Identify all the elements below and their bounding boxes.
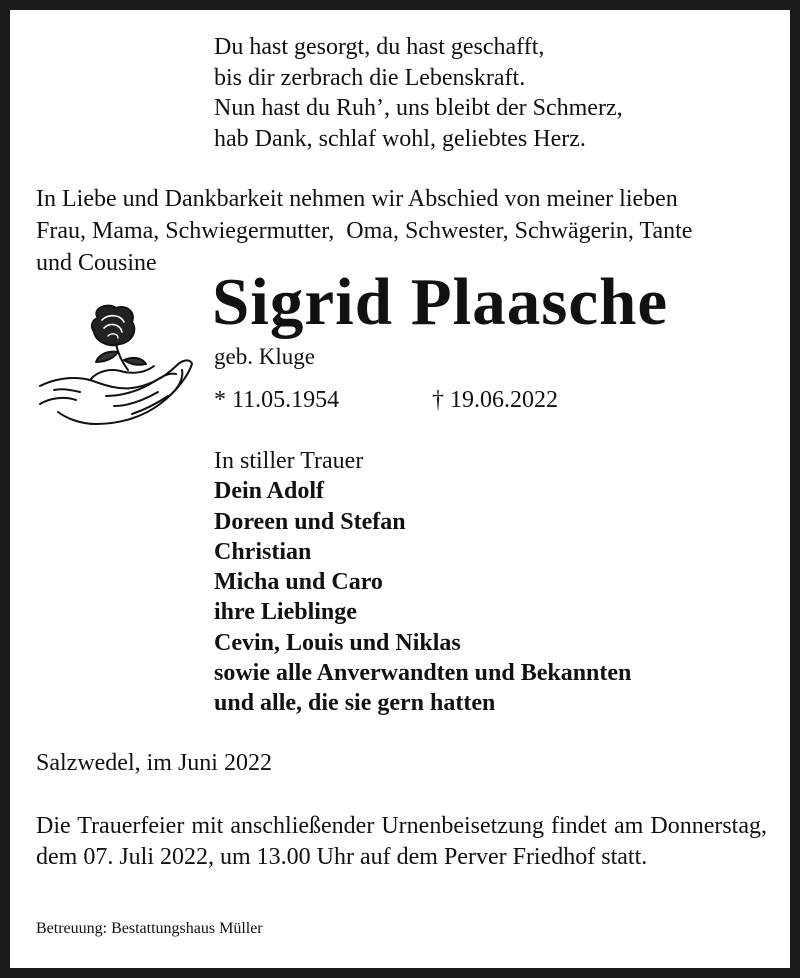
service-info: Die Trauerfeier mit anschließender Urnenbeisetzung findet am Donnerstag, dem 07. Juli 2022, um 13.00 Uhr auf dem Perver Friedhof statt. bbox=[36, 813, 767, 870]
mourners-intro: In stiller Trauer bbox=[214, 448, 364, 474]
mourner-name: ihre Lieblinge bbox=[214, 599, 357, 626]
deceased-name: Sigrid Plaasche bbox=[212, 265, 669, 339]
death-date: † 19.06.2022 bbox=[432, 387, 558, 413]
rose-in-hands-icon bbox=[36, 300, 196, 435]
poem-line: Du hast gesorgt, du hast geschafft, bbox=[214, 34, 545, 60]
poem bbox=[214, 32, 623, 154]
mourner-name: und alle, die sie gern hatten bbox=[214, 690, 496, 717]
poem-line: bis dir zerbrach die Lebenskraft. bbox=[214, 64, 526, 91]
mourner-name: Dein Adolf bbox=[214, 478, 325, 505]
poem-line: Nun hast du Ruh’, uns bleibt der Schmerz, bbox=[214, 95, 623, 121]
intro-line: und Cousine bbox=[36, 250, 157, 276]
maiden-name: geb. Kluge bbox=[214, 344, 315, 369]
birth-date: * 11.05.1954 bbox=[214, 387, 340, 413]
mourners-block bbox=[214, 446, 631, 719]
mourner-name: Micha und Caro bbox=[214, 569, 383, 596]
poem-line: hab Dank, schlaf wohl, geliebtes Herz. bbox=[214, 125, 586, 152]
intro-line: Frau, Mama, Schwiegermutter, Oma, Schwester, Schwägerin, Tante bbox=[36, 218, 693, 244]
mourner-name: Doreen und Stefan bbox=[214, 508, 406, 535]
intro-line: In Liebe und Dankbarkeit nehmen wir Abschied von meiner lieben bbox=[36, 186, 678, 212]
place-date: Salzwedel, im Juni 2022 bbox=[36, 750, 272, 776]
mourner-name: sowie alle Anverwandten und Bekannten bbox=[214, 660, 632, 687]
mourner-name: Cevin, Louis und Niklas bbox=[214, 629, 461, 656]
funeral-home-credit: Betreuung: Bestattungshaus Müller bbox=[36, 920, 263, 937]
mourner-name: Christian bbox=[214, 538, 312, 565]
